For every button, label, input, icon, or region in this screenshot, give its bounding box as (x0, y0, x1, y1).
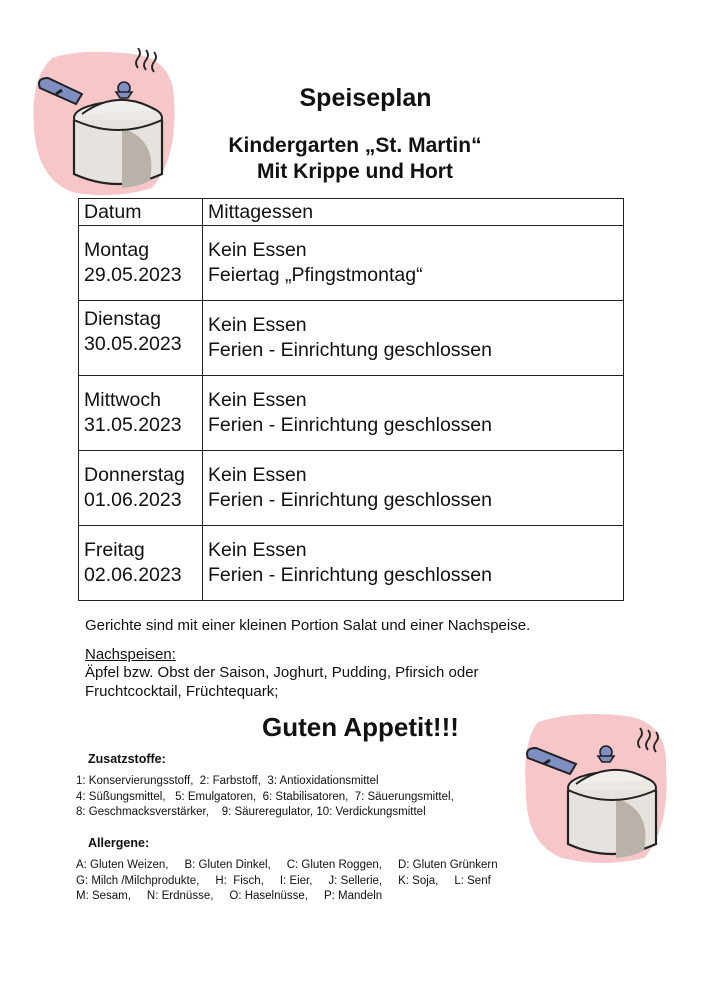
day-name: Mittwoch (84, 389, 161, 411)
allergens-line: M: Sesam, N: Erdnüsse, O: Haselnüsse, P: Mandeln (76, 890, 383, 902)
meal-cell (203, 376, 624, 451)
allergens-line: A: Gluten Weizen, B: Gluten Dinkel, C: Gluten Roggen, D: Gluten Grünkern (76, 859, 498, 871)
additives-list (76, 774, 454, 821)
day-name: Montag (84, 239, 150, 261)
additives-heading: Zusatzstoffe: (88, 752, 166, 766)
header-meal: Mittagessen (203, 199, 624, 226)
menu-note: Gerichte sind mit einer kleinen Portion Salat und einer Nachspeise. (85, 617, 531, 634)
meal-info: Ferien - Einrichtung geschlossen (208, 564, 492, 586)
meal-cell (203, 226, 624, 301)
meal-info: Ferien - Einrichtung geschlossen (208, 339, 492, 361)
additives-line: 4: Süßungsmittel, 5: Emulgatoren, 6: Stabilisatoren, 7: Säuerungsmittel, (76, 790, 454, 803)
closing-text: Guten Appetit!!! (262, 712, 459, 742)
day-cell (79, 376, 203, 451)
day-date: 31.05.2023 (84, 414, 182, 436)
meal-text: Kein Essen (208, 239, 307, 261)
day-cell (79, 526, 203, 601)
meal-cell (203, 301, 624, 376)
page-title: Speiseplan (299, 84, 432, 112)
table-header-row (79, 199, 624, 226)
subtitle-line: Mit Krippe und Hort (257, 160, 453, 183)
day-date: 30.05.2023 (84, 333, 182, 355)
day-name: Donnerstag (84, 464, 185, 486)
desserts-line: Äpfel bzw. Obst der Saison, Joghurt, Pudding, Pfirsich oder (85, 664, 479, 681)
meal-info: Feiertag „Pfingstmontag“ (208, 264, 423, 286)
day-date: 02.06.2023 (84, 564, 182, 586)
allergens-list (76, 858, 498, 905)
table-row (79, 301, 624, 376)
additives-line: 8: Geschmacksverstärker, 9: Säureregulator, 10: Verdickungsmittel (76, 806, 426, 818)
meal-text: Kein Essen (208, 464, 307, 486)
desserts-heading: Nachspeisen: (85, 646, 176, 663)
meal-text: Kein Essen (208, 539, 307, 561)
cooking-pot-icon (516, 708, 676, 868)
day-cell (79, 451, 203, 526)
meal-text: Kein Essen (208, 389, 307, 411)
day-cell (79, 226, 203, 301)
allergens-line: G: Milch /Milchprodukte, H: Fisch, I: Eier, J: Sellerie, K: Soja, L: Senf (76, 874, 491, 887)
menu-table (78, 198, 624, 601)
subtitle-line: Kindergarten „St. Martin“ (228, 134, 482, 157)
additives-line: 1: Konservierungsstoff, 2: Farbstoff, 3: Antioxidationsmittel (76, 775, 379, 787)
allergens-heading: Allergene: (88, 836, 150, 850)
meal-info: Ferien - Einrichtung geschlossen (208, 414, 492, 436)
day-name: Dienstag (84, 308, 161, 330)
table-row (79, 451, 624, 526)
day-date: 29.05.2023 (84, 264, 182, 286)
table-row (79, 226, 624, 301)
day-cell (79, 301, 203, 376)
subtitle (150, 133, 560, 185)
day-name: Freitag (84, 539, 145, 561)
table-row (79, 376, 624, 451)
meal-cell (203, 526, 624, 601)
desserts-list (85, 663, 555, 701)
table-row (79, 526, 624, 601)
desserts-line: Fruchtcocktail, Früchtequark; (85, 683, 279, 700)
header-date: Datum (79, 199, 203, 226)
meal-info: Ferien - Einrichtung geschlossen (208, 489, 492, 511)
day-date: 01.06.2023 (84, 489, 182, 511)
meal-cell (203, 451, 624, 526)
meal-text: Kein Essen (208, 314, 307, 336)
